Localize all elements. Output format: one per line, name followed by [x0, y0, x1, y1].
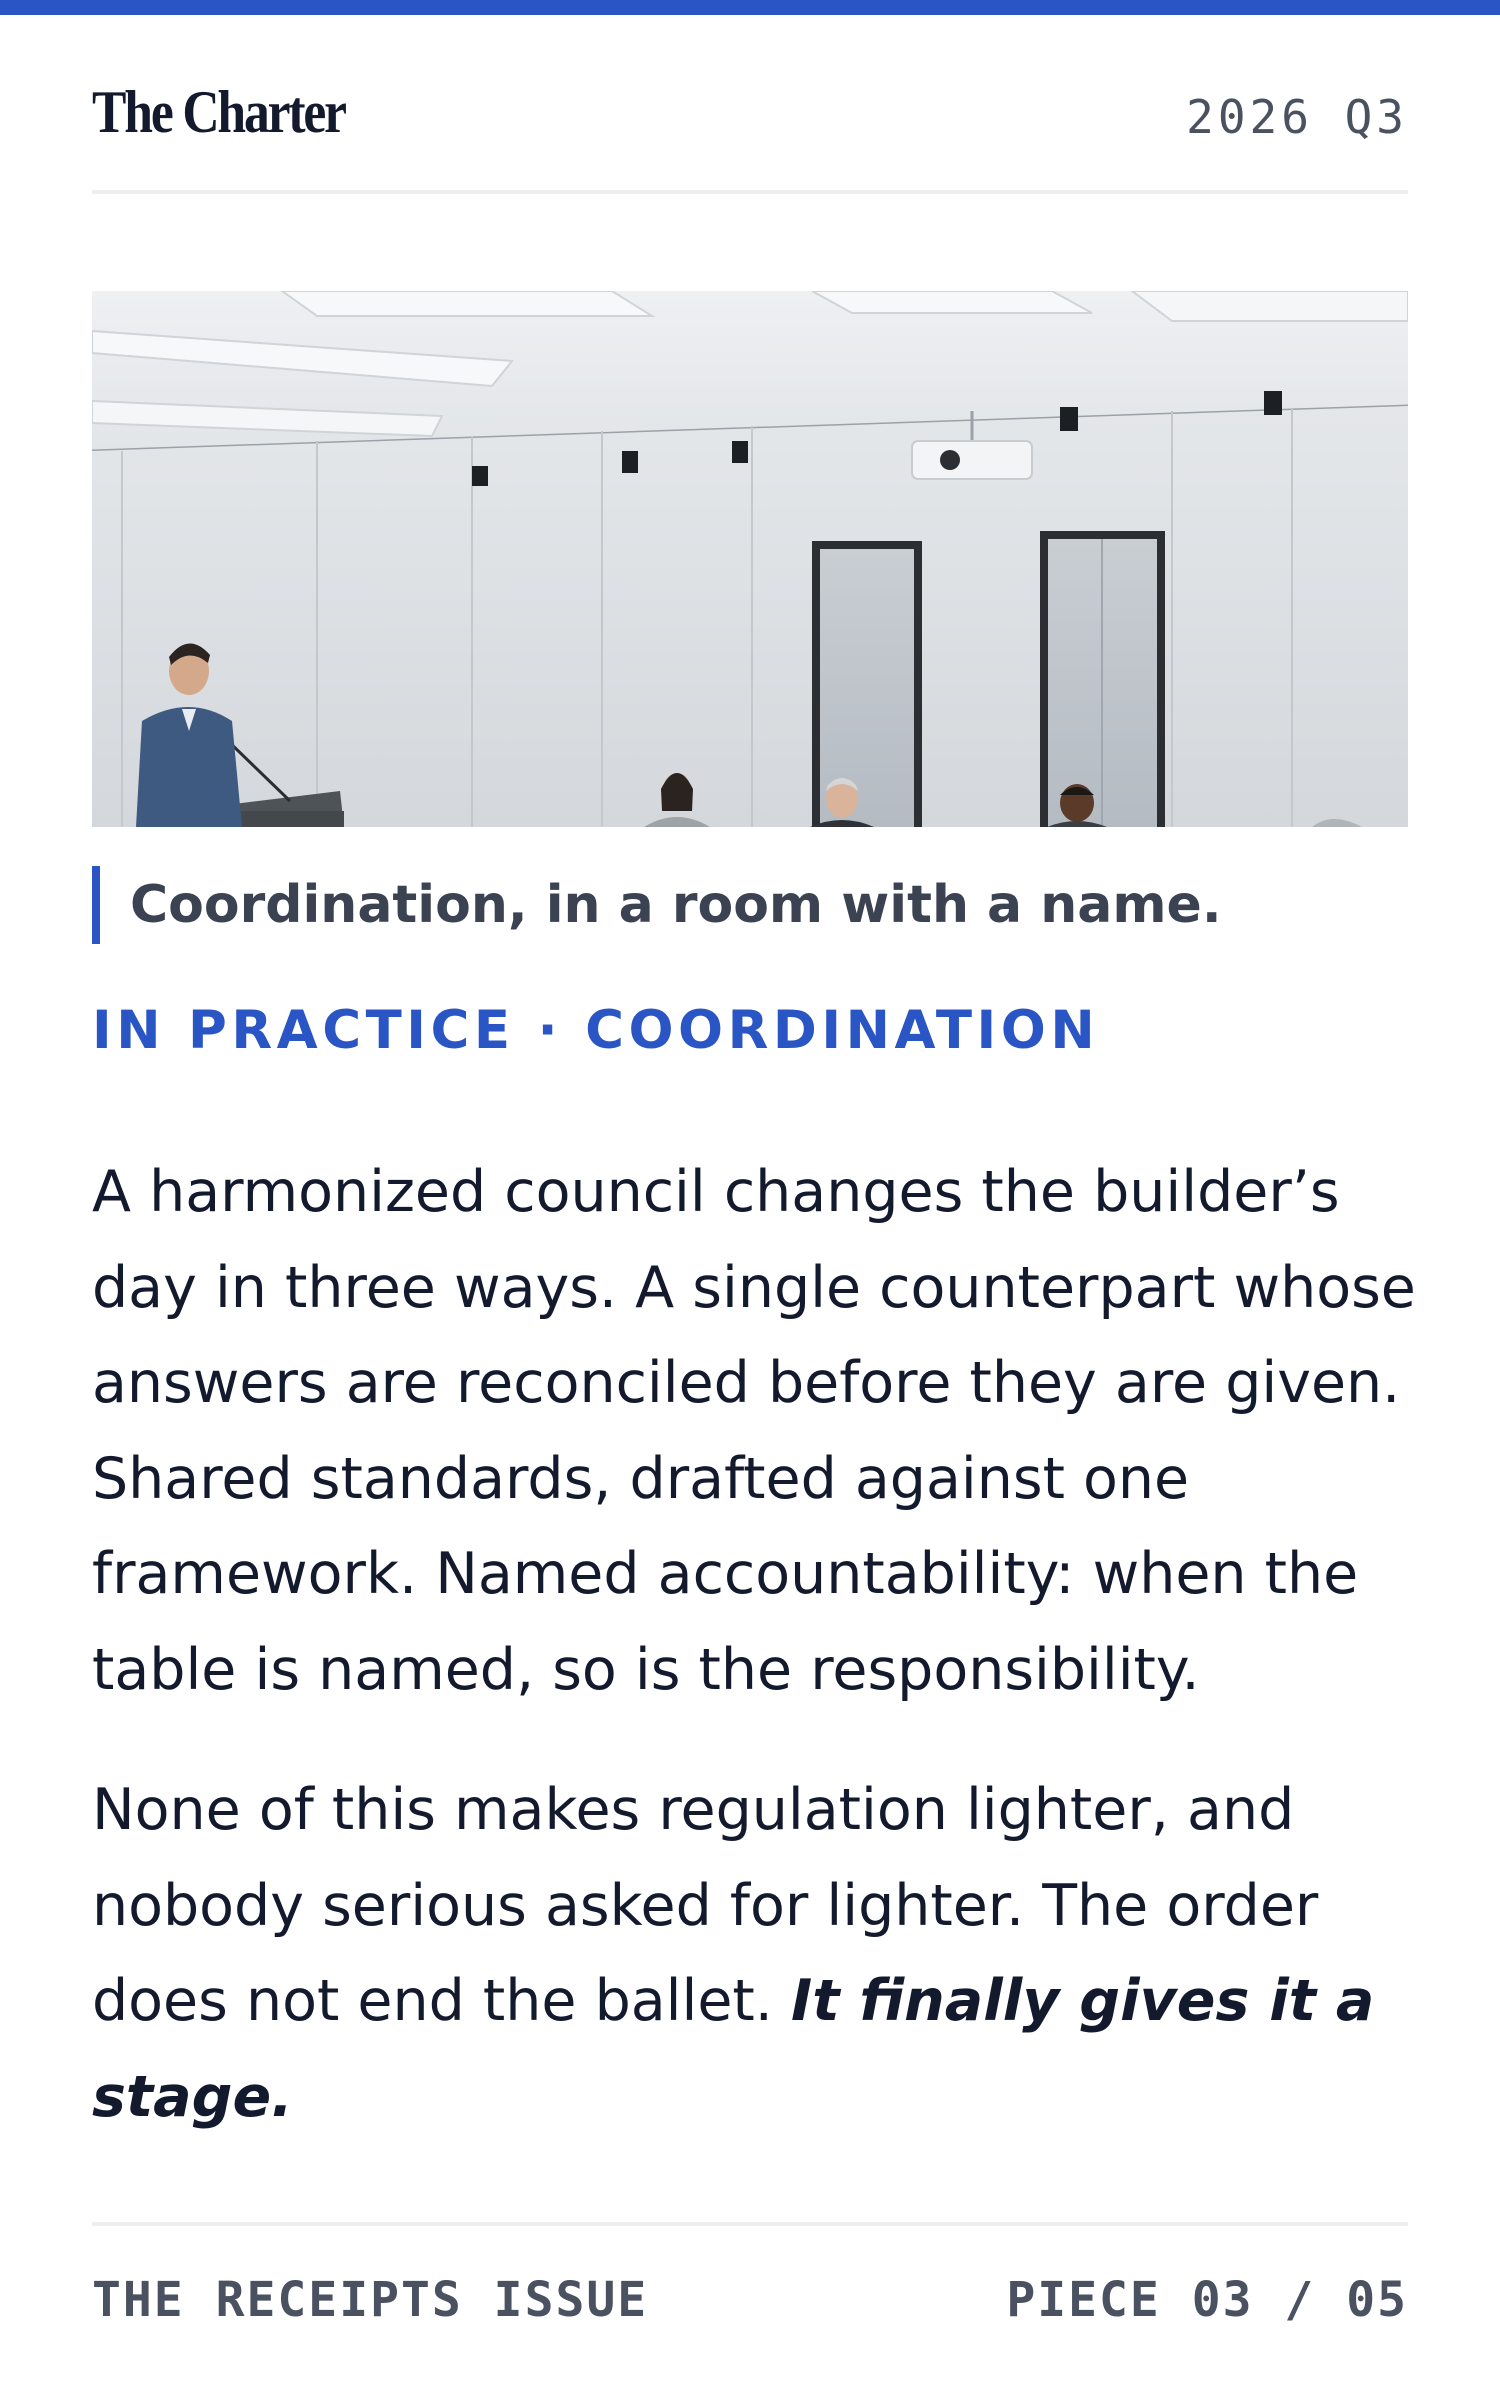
- article-paragraph-2: [92, 1763, 1422, 2145]
- issue-date: 2026 Q3: [1186, 90, 1408, 144]
- image-caption: [92, 866, 1222, 944]
- piece-counter: PIECE 03 / 05: [1006, 2272, 1408, 2328]
- masthead-logo[interactable]: The Charter: [92, 79, 345, 145]
- article-paragraph-1: A harmonized council changes the builder’s day in three ways. A single counterpart whose answers are reconciled before they are given. Shared standards, drafted against one framework. Named accountability: when the table is named, so is the responsibility.: [92, 1159, 1416, 1703]
- conference-room-photo: [92, 291, 1408, 827]
- top-accent-bar: [0, 0, 1500, 15]
- issue-name: THE RECEIPTS ISSUE: [92, 2272, 649, 2328]
- page-footer: [92, 2222, 1408, 2332]
- hero-image: [92, 291, 1408, 827]
- section-kicker[interactable]: IN PRACTICE · COORDINATION: [92, 1000, 1100, 1061]
- paragraph-2-emphasis: It finally gives it a stage.: [92, 1968, 1375, 2130]
- caption-text: Coordination, in a room with a name.: [130, 875, 1222, 935]
- paragraph-2-text: None of this makes regulation lighter, and nobody serious asked for lighter. The order does not end the ballet.: [92, 1777, 1319, 2034]
- page-header: [92, 60, 1408, 194]
